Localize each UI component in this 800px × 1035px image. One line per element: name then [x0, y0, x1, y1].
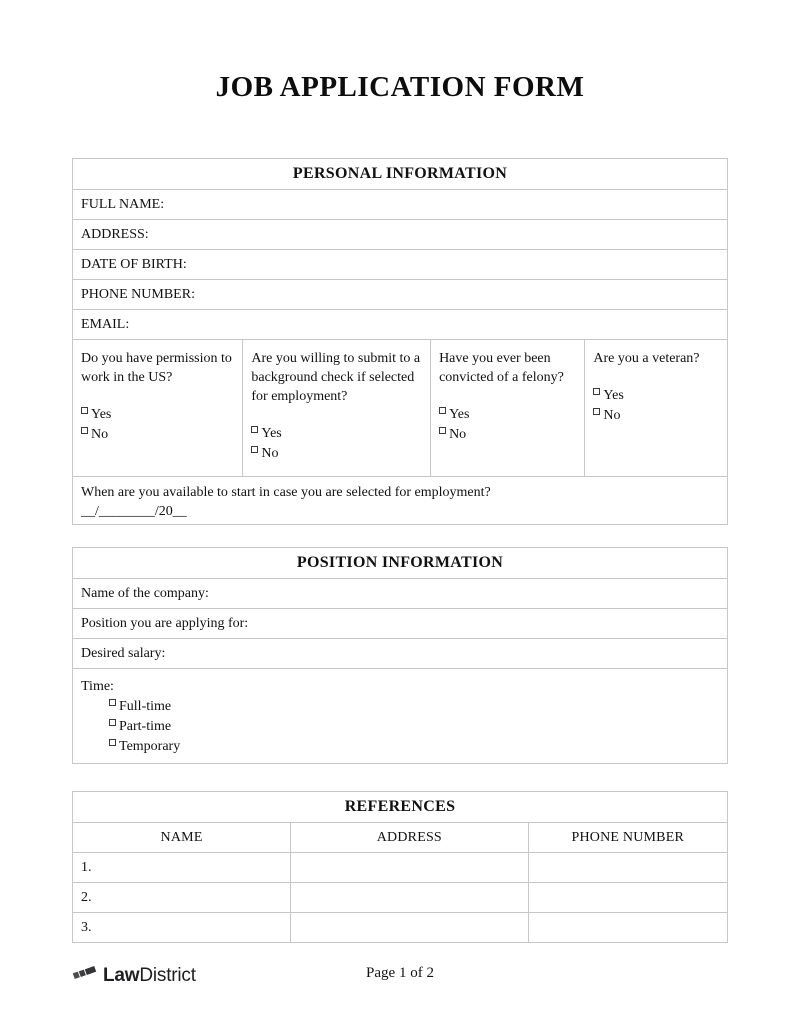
field-row-phone-number — [73, 279, 727, 309]
reference-1-address-cell[interactable] — [290, 853, 527, 882]
full-name-input-area[interactable] — [164, 190, 727, 219]
date-of-birth-label: DATE OF BIRTH: — [81, 256, 187, 272]
references-name-column-header: NAME — [160, 829, 203, 845]
checkbox-icon[interactable] — [81, 427, 88, 434]
checkbox-icon[interactable] — [81, 407, 88, 414]
question-veteran-text: Are you a veteran? — [593, 351, 700, 366]
reference-2-number: 2. — [81, 889, 92, 905]
desired-salary-label: Desired salary: — [81, 645, 166, 661]
eligibility-questions-row — [73, 339, 727, 476]
field-row-address — [73, 219, 727, 249]
company-name-label: Name of the company: — [81, 585, 209, 601]
question-background-check-text: Are you willing to submit to a background check if selected for employment? — [251, 351, 421, 404]
reference-1-phone-cell[interactable] — [528, 853, 727, 882]
question-work-permission-text: Do you have permission to work in the US? — [81, 351, 232, 385]
email-input-area[interactable] — [129, 310, 727, 339]
question-veteran — [584, 340, 727, 476]
position-information-header-row — [73, 548, 727, 578]
position-information-title: POSITION INFORMATION — [296, 554, 504, 571]
references-address-column-header: ADDRESS — [290, 823, 527, 852]
field-row-company-name — [73, 578, 727, 608]
veteran-yes-label: Yes — [603, 388, 624, 403]
checkbox-icon[interactable] — [109, 699, 116, 706]
question-felony-text: Have you ever been convicted of a felony? — [439, 351, 564, 385]
reference-row-2 — [73, 882, 727, 912]
time-label: Time: — [81, 679, 114, 694]
time-row — [73, 668, 727, 763]
checkbox-icon[interactable] — [593, 388, 600, 395]
checkbox-icon[interactable] — [251, 426, 258, 433]
reference-row-3 — [73, 912, 727, 942]
reference-2-address-cell[interactable] — [290, 883, 527, 912]
part-time-label: Part-time — [119, 719, 172, 734]
address-label: ADDRESS: — [81, 226, 149, 242]
references-header-row — [73, 792, 727, 822]
reference-3-number: 3. — [81, 919, 92, 935]
checkbox-icon[interactable] — [109, 719, 116, 726]
field-row-date-of-birth — [73, 249, 727, 279]
reference-3-address-cell[interactable] — [290, 913, 527, 942]
felony-yes-label: Yes — [449, 407, 470, 422]
personal-information-title: PERSONAL INFORMATION — [292, 165, 508, 182]
page-footer — [72, 961, 728, 991]
phone-number-label: PHONE NUMBER: — [81, 286, 195, 302]
position-information-section — [72, 547, 728, 764]
question-background-check — [242, 340, 430, 476]
email-label: EMAIL: — [81, 316, 130, 332]
felony-no-label: No — [449, 427, 467, 442]
checkbox-icon[interactable] — [439, 427, 446, 434]
brand-text-law: Law — [103, 965, 140, 986]
date-of-birth-input-area[interactable] — [187, 250, 727, 279]
background-check-yes-label: Yes — [261, 426, 282, 441]
background-check-no-label: No — [261, 446, 279, 461]
field-row-desired-salary — [73, 638, 727, 668]
full-time-label: Full-time — [119, 699, 172, 714]
field-row-position — [73, 608, 727, 638]
reference-3-name-cell[interactable] — [73, 913, 290, 942]
checkbox-icon[interactable] — [251, 446, 258, 453]
position-label: Position you are applying for: — [81, 615, 249, 631]
form-title: JOB APPLICATION FORM — [215, 71, 585, 103]
checkbox-icon[interactable] — [593, 408, 600, 415]
reference-2-phone-cell[interactable] — [528, 883, 727, 912]
references-phone-column-header: PHONE NUMBER — [528, 823, 727, 852]
reference-3-phone-cell[interactable] — [528, 913, 727, 942]
reference-2-name-cell[interactable] — [73, 883, 290, 912]
position-input-area[interactable] — [248, 609, 727, 638]
reference-1-number: 1. — [81, 859, 92, 875]
checkbox-icon[interactable] — [109, 739, 116, 746]
page-indicator: Page 1 of 2 — [366, 965, 434, 981]
work-permission-yes-label: Yes — [91, 407, 112, 422]
work-permission-no-label: No — [91, 427, 109, 442]
company-name-input-area[interactable] — [209, 579, 727, 608]
desired-salary-input-area[interactable] — [165, 639, 727, 668]
availability-row — [73, 476, 727, 524]
address-input-area[interactable] — [149, 220, 727, 249]
availability-date-blank[interactable]: __/________/20__ — [81, 504, 187, 519]
reference-1-name-cell[interactable] — [73, 853, 290, 882]
availability-question: When are you available to start in case you are selected for employment? — [81, 485, 491, 500]
references-column-headers — [73, 822, 727, 852]
personal-information-header-row — [73, 159, 727, 189]
temporary-label: Temporary — [119, 739, 181, 754]
references-section — [72, 791, 728, 943]
checkbox-icon[interactable] — [439, 407, 446, 414]
question-felony — [430, 340, 584, 476]
references-title: REFERENCES — [344, 798, 456, 815]
phone-number-input-area[interactable] — [195, 280, 727, 309]
veteran-no-label: No — [603, 408, 621, 423]
question-work-permission — [73, 340, 242, 476]
brand-text-district: District — [139, 965, 196, 986]
field-row-full-name — [73, 189, 727, 219]
full-name-label: FULL NAME: — [81, 196, 165, 212]
field-row-email — [73, 309, 727, 339]
personal-information-section — [72, 158, 728, 525]
reference-row-1 — [73, 852, 727, 882]
